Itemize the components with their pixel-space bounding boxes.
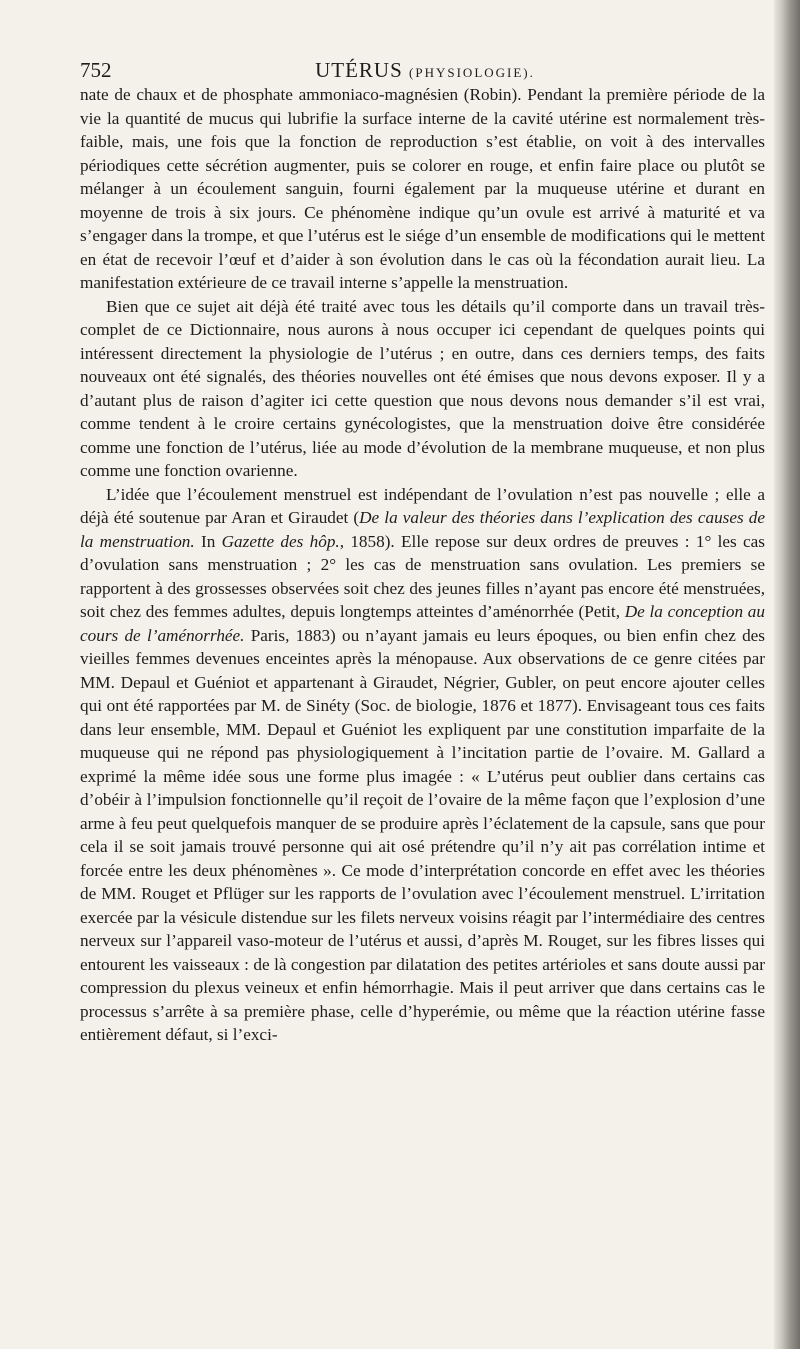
body-text <box>80 83 765 1047</box>
running-title-main: UTÉRUS <box>315 58 403 82</box>
citation-title: Gazette des hôp. <box>221 531 340 551</box>
paragraph <box>80 483 765 1047</box>
paragraph-text: Paris, 1883) ou n’ayant jamais eu leurs époques, ou bien enfin chez des vieilles femmes devenues enceintes après la ménopause. Aux observations de ce genre citées par MM. Depaul et Guéniot et appartenant à Giraudet, Négrier, Gubler, on peut encore ajouter celles qui ont été rapportées par M. de Sinéty (Soc. de biologie, 1876 et 1877). Envisageant tous ces faits dans leur ensemble, MM. Depaul et Guéniot les expliquent par une constitution imparfaite de la muqueuse qui ne répond pas physiologiquement à l’incitation partie de l’ovaire. M. Gallard a exprimé la même idée sous une forme plus imagée : « L’utérus peut oublier dans certains cas d’obéir à l’impulsion fonctionnelle qu’il reçoit de l’ovaire de la même façon que l’explosion d’une arme à feu peut quelquefois manquer de se produire après l’éclatement de la capsule, sans que pour cela il se soit jamais trouvé personne qui ait osé prétendre qu’il n’y ait pas corrélation intime et forcée entre les deux phénomènes ». Ce mode d’interprétation concorde en effet avec les théories de MM. Rouget et Pflüger sur les rapports de l’ovulation avec l’écoulement menstruel. L’irritation exercée par la vésicule distendue sur les filets nerveux voisins réagit par l’intermédiaire des centres nerveux sur l’appareil vaso-moteur de l’utérus et aussi, d’après M. Rouget, sur les fibres lisses qui entourent les vaisseaux : de là congestion par dilatation des petites artérioles et sans doute aussi par compression du plexus veineux et enfin hémorrhagie. Mais il peut arriver que dans certains cas le processus s’arrête à sa première phase, celle d’hyperémie, ou même que la réaction utérine fasse entièrement défaut, si l’exci- <box>80 625 765 1044</box>
page-edge-shadow <box>774 0 800 1349</box>
paragraph <box>80 83 765 295</box>
paragraph-text: Bien que ce sujet ait déjà été traité avec tous les détails qu’il comporte dans un travail très-complet de ce Dictionnaire, nous aurons à nous occuper ici cependant de quelques points qui intéressent directement la physiologie de l’utérus ; en outre, dans ces derniers temps, des faits nouveaux ont été signalés, des théories nouvelles ont été émises que nous devons exposer. Il y a d’autant plus de raison d’agiter ici cette question que nous devons nous demander s’il est vrai, comme tendent à le croire certains gynécologistes, que la menstruation doive être considérée comme une fonction de l’utérus, liée au mode d’évolution de la membrane muqueuse, et non plus comme une fonction ovarienne. <box>80 296 765 480</box>
running-header <box>80 58 770 82</box>
page-number: 752 <box>80 58 112 82</box>
running-title-sub: (PHYSIOLOGIE). <box>409 65 535 80</box>
paragraph-text: , 1858). Elle repose sur deux ordres de preuves : 1° les cas d’ovulation sans menstruation ; 2° les cas de menstruation sans ovulation. Les premiers se rapportent à des grossesses observées soit chez des jeunes filles n’ayant pas encore été menstruées, soit chez des femmes adultes, depuis longtemps atteintes d’aménorrhée (Petit, <box>80 531 765 621</box>
citation-title: De la conception au cours de l’aménorrhée. <box>80 602 765 645</box>
paragraph <box>80 295 765 483</box>
paragraph-text: In <box>194 531 222 551</box>
citation-title: De la valeur des théories dans l’explication des causes de la menstruation. <box>80 508 766 551</box>
paragraph-text: nate de chaux et de phosphate ammoniaco-magnésien (Robin). Pendant la première période de la vie la quantité de mucus qui lubrifie la surface interne de la cavité utérine est normalement très-faible, mais, une fois que la fonction de reproduction s’est établie, on voit à des intervalles périodiques cette sécrétion augmenter, puis se colorer en rouge, et enfin faire place ou plutôt se mélanger à un écoulement sanguin, fourni également par la muqueuse utérine et durant en moyenne de trois à six jours. Ce phénomène indique qu’un ovule est arrivé à maturité et va s’engager dans la trompe, et que l’utérus est le siége d’un ensemble de modifications qui le mettent en état de recevoir l’œuf et d’aider à son évolution dans le cas où la fécondation aurait lieu. La manifestation extérieure de ce travail interne s’appelle la menstruation. <box>80 85 765 292</box>
running-title <box>80 58 770 83</box>
paragraph-text: L’idée que l’écoulement menstruel est indépendant de l’ovulation n’est pas nouvelle ; elle a déjà été soutenue par Aran et Giraudet ( <box>80 484 765 527</box>
